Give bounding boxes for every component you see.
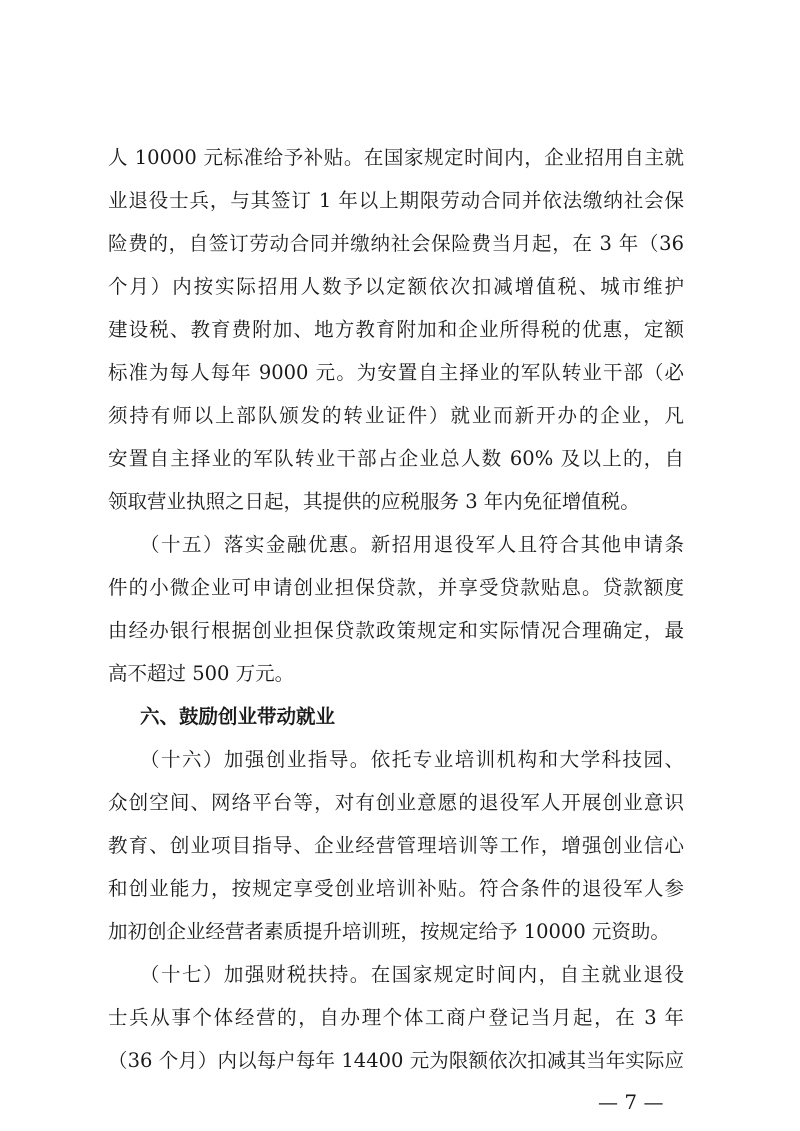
paragraph-start: （十六）加强创业指导。依托专业培训机构和大学科技园、 — [140, 748, 684, 771]
text-line: 个月）内按实际招用人数予以定额依次扣减增值税、城市维护 — [108, 275, 684, 298]
text-line: 件的小微企业可申请创业担保贷款，并享受贷款贴息。贷款额度 — [108, 576, 684, 599]
text-line: （36 个月）内以每户每年 14400 元为限额依次扣减其当年实际应 — [108, 1049, 684, 1072]
text-line: 险费的，自签订劳动合同并缴纳社会保险费当月起，在 3 年（36 — [108, 232, 684, 255]
text-line: 加初创企业经营者素质提升培训班，按规定给予 10000 元资助。 — [108, 920, 670, 943]
text-line: 和创业能力，按规定享受创业培训补贴。符合条件的退役军人参 — [108, 877, 684, 900]
section-heading: 六、鼓励创业带动就业 — [140, 705, 336, 728]
text-line: 业退役士兵，与其签订 1 年以上期限劳动合同并依法缴纳社会保 — [108, 189, 684, 212]
page-number: — 7 — — [598, 1090, 664, 1114]
text-line: 领取营业执照之日起，其提供的应税服务 3 年内免征增值税。 — [108, 490, 640, 513]
text-line: 教育、创业项目指导、企业经营管理培训等工作，增强创业信心 — [108, 834, 684, 857]
text-line: 由经办银行根据创业担保贷款政策规定和实际情况合理确定，最 — [108, 619, 684, 642]
text-line: 建设税、教育费附加、地方教育附加和企业所得税的优惠，定额 — [108, 318, 684, 341]
paragraph-start: （十五）落实金融优惠。新招用退役军人且符合其他申请条 — [140, 533, 684, 556]
text-line: 标准为每人每年 9000 元。为安置自主择业的军队转业干部（必 — [108, 361, 684, 384]
text-line: 士兵从事个体经营的，自办理个体工商户登记当月起，在 3 年 — [108, 1006, 684, 1029]
text-line: 须持有师以上部队颁发的转业证件）就业而新开办的企业，凡 — [108, 404, 684, 427]
text-line: 众创空间、网络平台等，对有创业意愿的退役军人开展创业意识 — [108, 791, 684, 814]
paragraph-start: （十七）加强财税扶持。在国家规定时间内，自主就业退役 — [140, 963, 684, 986]
text-line: 人 10000 元标准给予补贴。在国家规定时间内，企业招用自主就 — [108, 146, 684, 169]
text-line: 高不超过 500 万元。 — [108, 662, 295, 685]
text-line: 安置自主择业的军队转业干部占企业总人数 60% 及以上的，自 — [108, 447, 684, 470]
